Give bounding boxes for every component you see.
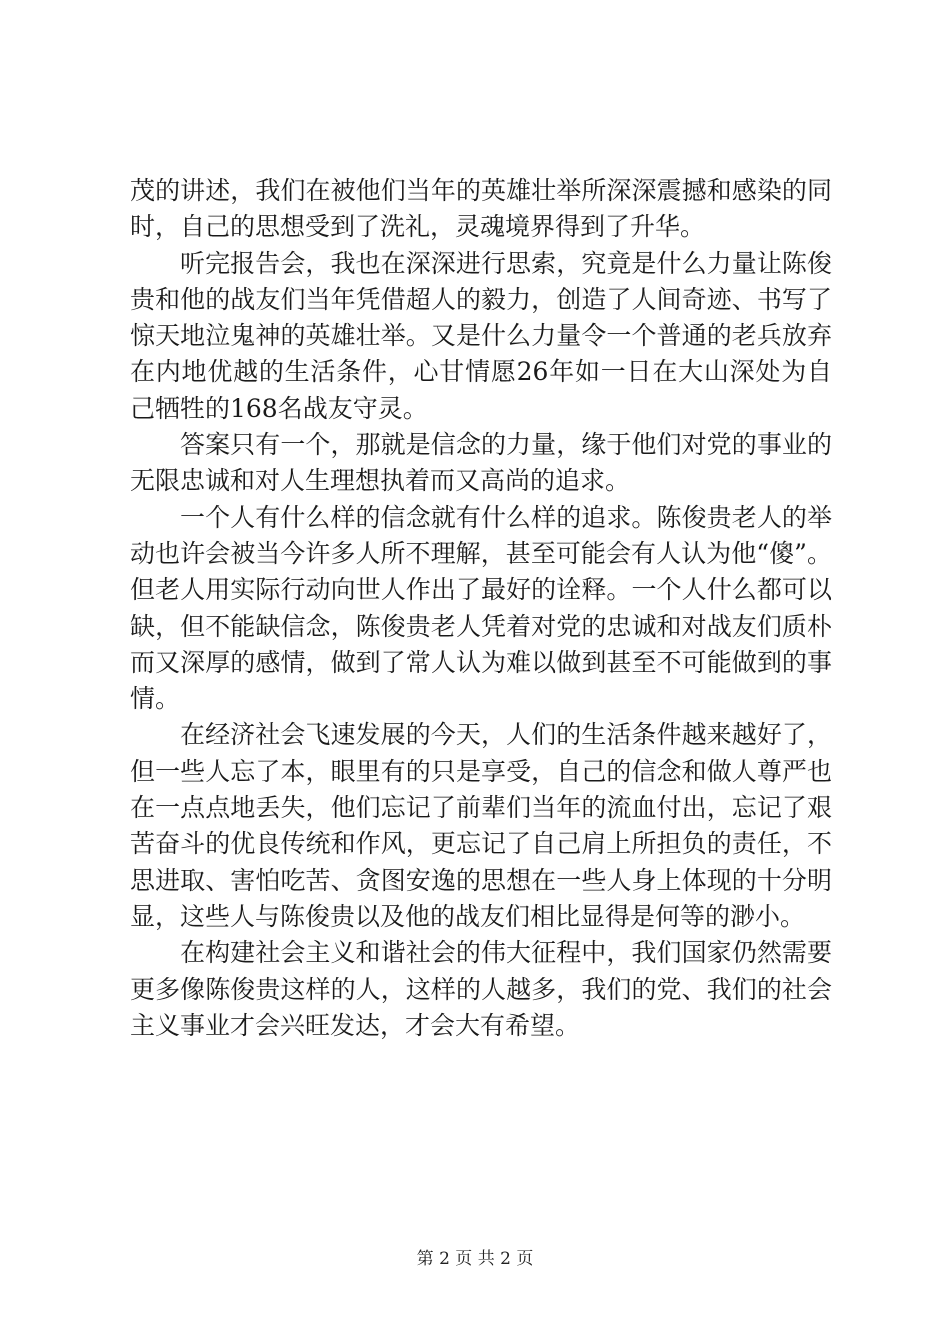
paragraph: 答案只有一个，那就是信念的力量，缘于他们对党的事业的无限忠诚和对人生理想执着而又高尚的追求。 — [130, 430, 832, 496]
paragraph: 在经济社会飞速发展的今天，人们的生活条件越来越好了，但一些人忘了本，眼里有的只是享受，自己的信念和做人尊严也在一点点地丢失，他们忘记了前辈们当年的流血付出，忘记了艰苦奋斗的优良传统和作风，更忘记了自己肩上所担负的责任，不思进取、害怕吃苦、贪图安逸的思想在一些人身上体现的十分明显，这些人与陈俊贵以及他的战友们相比显得是何等的渺小。 — [130, 720, 832, 931]
paragraph: 听完报告会，我也在深深进行思索，究竟是什么力量让陈俊贵和他的战友们当年凭借超人的毅力，创造了人间奇迹、书写了惊天地泣鬼神的英雄壮举。又是什么力量令一个普通的老兵放弃在内地优越的生活条件，心甘情愿26年如一日在大山深处为自己牺牲的168名战友守灵。 — [130, 248, 832, 423]
page-number-footer: 第 2 页 共 2 页 — [416, 1249, 534, 1269]
paragraph: 在构建社会主义和谐社会的伟大征程中，我们国家仍然需要更多像陈俊贵这样的人，这样的人越多，我们的党、我们的社会主义事业才会兴旺发达，才会大有希望。 — [130, 938, 832, 1040]
document-body — [130, 173, 832, 1044]
paragraph: 一个人有什么样的信念就有什么样的追求。陈俊贵老人的举动也许会被当今许多人所不理解，甚至可能会有人认为他“傻”。但老人用实际行动向世人作出了最好的诠释。一个人什么都可以缺，但不能缺信念，陈俊贵老人凭着对党的忠诚和对战友们质朴而又深厚的感情，做到了常人认为难以做到甚至不可能做到的事情。 — [130, 502, 832, 714]
paragraph-continued: 茂的讲述，我们在被他们当年的英雄壮举所深深震撼和感染的同时，自己的思想受到了洗礼，灵魂境界得到了升华。 — [130, 176, 832, 242]
